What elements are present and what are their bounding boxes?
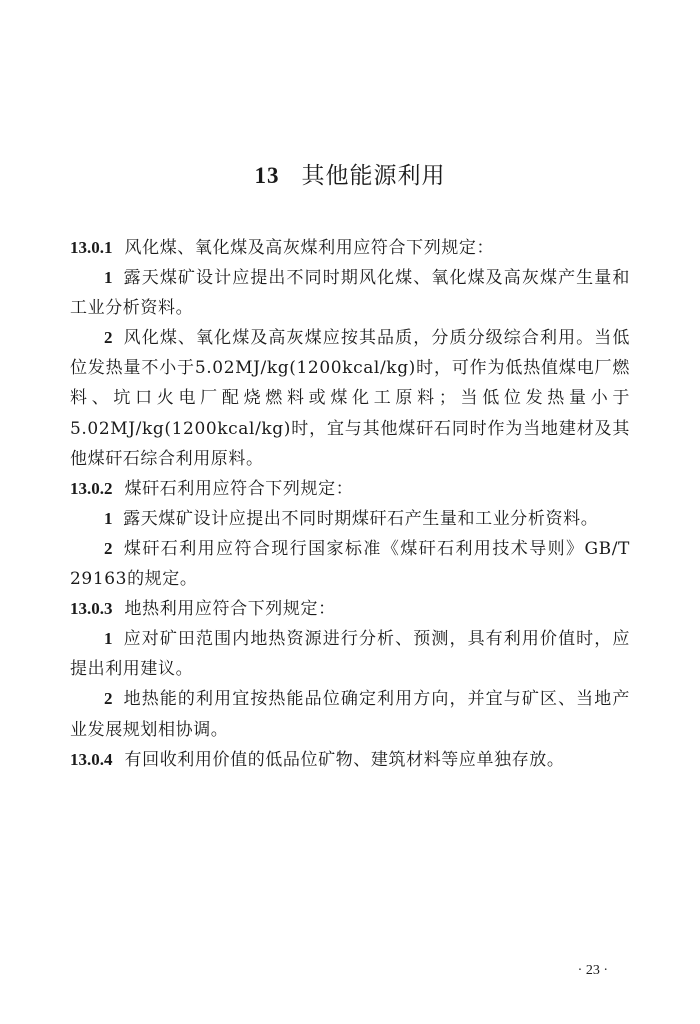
item-number: 2 [104, 538, 114, 558]
clause-item [70, 684, 630, 744]
clause-item [70, 323, 630, 473]
clause-item [70, 534, 630, 594]
clause-number: 13.0.1 [70, 238, 113, 257]
item-text: 煤矸石利用应符合现行国家标准《煤矸石利用技术导则》GB/T 29163的规定。 [70, 538, 630, 590]
clause-text: 有回收利用价值的低品位矿物、建筑材料等应单独存放。 [124, 749, 565, 770]
clause-number: 13.0.4 [70, 749, 113, 769]
chapter-body [70, 233, 630, 775]
item-text: 风化煤、氧化煤及高灰煤应按其品质，分质分级综合利用。当低位发热量不小于5.02MJ/kg(1200kcal/kg)时，可作为低热值煤电厂燃料、坑口火电厂配烧燃料或煤化工原料；当低位发热量小于5.02MJ/kg(1200kcal/kg)时，宜与其他煤矸石同时作为当地建材及其他煤矸石综合利用原料。 [70, 328, 630, 469]
item-text: 应对矿田范围内地热资源进行分析、预测，具有利用价值时，应提出利用建议。 [70, 629, 630, 680]
clause-text: 煤矸石利用应符合下列规定： [124, 478, 354, 499]
item-number: 2 [104, 689, 114, 709]
clause-number: 13.0.3 [70, 599, 113, 619]
item-text: 露天煤矿设计应提出不同时期煤矸石产生量和工业分析资料。 [123, 508, 599, 529]
item-number: 1 [104, 508, 114, 528]
clause-13-0-3 [70, 594, 630, 624]
item-text: 地热能的利用宜按热能品位确定利用方向，并宜与矿区、当地产业发展规划相协调。 [70, 689, 630, 740]
item-text: 露天煤矿设计应提出不同时期风化煤、氧化煤及高灰煤产生量和工业分析资料。 [70, 268, 630, 319]
clause-13-0-4 [70, 745, 630, 775]
page-number: · 23 · [577, 963, 608, 978]
item-number: 2 [104, 328, 114, 348]
chapter-title-text: 其他能源利用 [301, 163, 446, 190]
chapter-number: 13 [254, 163, 280, 189]
clause-text: 地热利用应符合下列规定： [124, 599, 336, 620]
chapter-title [0, 157, 700, 190]
clause-text: 风化煤、氧化煤及高灰煤利用应符合下列规定： [124, 238, 495, 258]
clause-13-0-1 [70, 233, 630, 263]
clause-item [70, 263, 630, 323]
item-number: 1 [104, 629, 114, 649]
clause-item [70, 624, 630, 684]
clause-item [70, 504, 630, 534]
clause-number: 13.0.2 [70, 478, 113, 498]
clause-13-0-2 [70, 474, 630, 504]
item-number: 1 [104, 268, 114, 288]
